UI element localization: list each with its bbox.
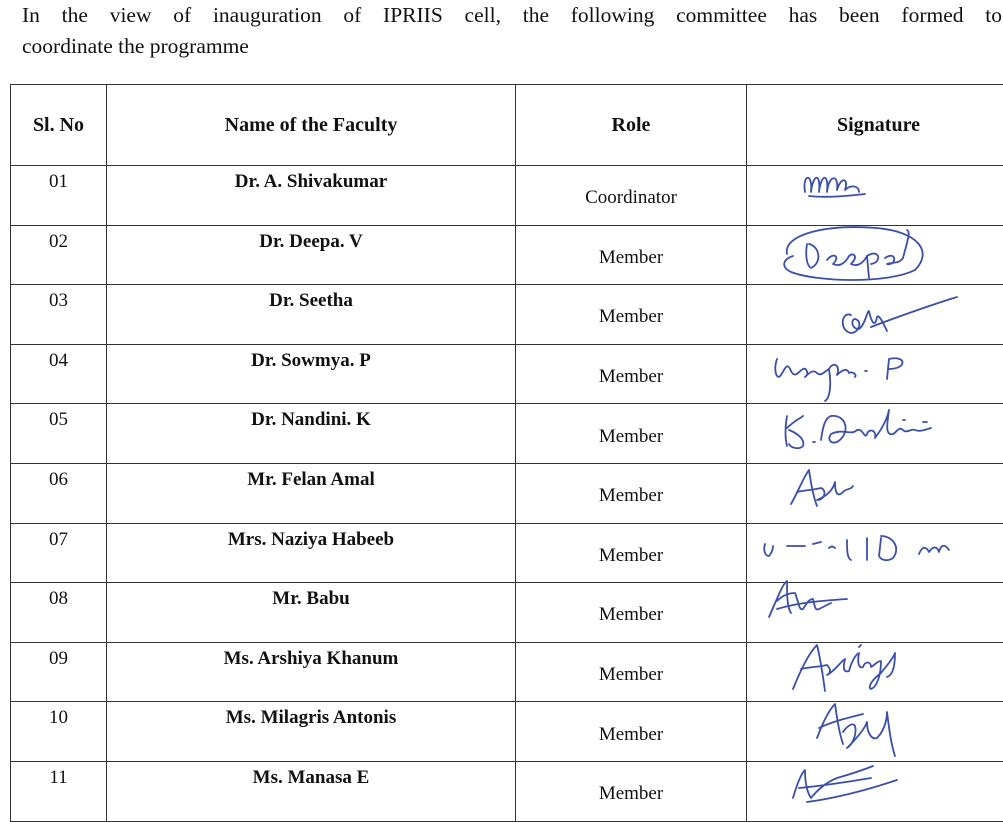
committee-table	[10, 84, 1003, 822]
table-row	[11, 761, 1003, 821]
intro-line-1: In the view of inauguration of IPRIIS cell, the following committee has been formed to	[22, 0, 1002, 31]
signature-icon	[747, 341, 1003, 401]
row-role: Member	[516, 463, 747, 523]
row-signature	[747, 285, 1003, 345]
signature-icon	[747, 460, 1003, 520]
table-row	[11, 225, 1003, 285]
table-row	[11, 344, 1003, 404]
row-faculty-name: Dr. Seetha	[107, 285, 516, 345]
row-signature	[747, 463, 1003, 523]
row-faculty-name: Dr. Deepa. V	[107, 225, 516, 285]
signature-icon	[747, 758, 1003, 818]
row-role: Member	[516, 523, 747, 583]
row-signature	[747, 642, 1003, 702]
table-row	[11, 523, 1003, 583]
row-role: Member	[516, 404, 747, 464]
table-row	[11, 166, 1003, 226]
signature-icon	[747, 281, 1003, 341]
row-faculty-name: Mrs. Naziya Habeeb	[107, 523, 516, 583]
signature-icon	[747, 162, 1003, 222]
row-slno: 05	[11, 404, 107, 464]
row-signature	[747, 225, 1003, 285]
header-name: Name of the Faculty	[107, 85, 516, 166]
row-faculty-name: Dr. A. Shivakumar	[107, 166, 516, 226]
header-signature: Signature	[747, 85, 1003, 166]
table-row	[11, 463, 1003, 523]
row-signature	[747, 166, 1003, 226]
signature-icon	[747, 222, 1003, 282]
row-role: Member	[516, 344, 747, 404]
row-slno: 02	[11, 225, 107, 285]
row-signature	[747, 761, 1003, 821]
table-header-row	[11, 85, 1003, 166]
row-faculty-name: Dr. Nandini. K	[107, 404, 516, 464]
row-role: Member	[516, 285, 747, 345]
row-slno: 11	[11, 761, 107, 821]
row-slno: 08	[11, 583, 107, 643]
row-faculty-name: Mr. Felan Amal	[107, 463, 516, 523]
table-row	[11, 642, 1003, 702]
intro-line-2: coordinate the programme	[22, 31, 1002, 62]
row-faculty-name: Ms. Arshiya Khanum	[107, 642, 516, 702]
row-role: Coordinator	[516, 166, 747, 226]
table-row	[11, 702, 1003, 762]
row-faculty-name: Mr. Babu	[107, 583, 516, 643]
row-slno: 03	[11, 285, 107, 345]
signature-icon	[747, 520, 1003, 580]
signature-icon	[747, 639, 1003, 699]
intro-paragraph	[22, 0, 1002, 62]
row-faculty-name: Ms. Milagris Antonis	[107, 702, 516, 762]
row-signature	[747, 702, 1003, 762]
table-row	[11, 583, 1003, 643]
signature-icon	[747, 698, 1003, 758]
row-role: Member	[516, 225, 747, 285]
signature-icon	[747, 579, 1003, 639]
row-signature	[747, 523, 1003, 583]
row-slno: 01	[11, 166, 107, 226]
row-slno: 06	[11, 463, 107, 523]
row-role: Member	[516, 702, 747, 762]
row-slno: 04	[11, 344, 107, 404]
row-faculty-name: Dr. Sowmya. P	[107, 344, 516, 404]
row-slno: 07	[11, 523, 107, 583]
row-signature	[747, 404, 1003, 464]
row-slno: 09	[11, 642, 107, 702]
signature-icon	[747, 400, 1003, 460]
header-role: Role	[516, 85, 747, 166]
table-row	[11, 285, 1003, 345]
table-row	[11, 404, 1003, 464]
row-signature	[747, 583, 1003, 643]
row-role: Member	[516, 642, 747, 702]
row-signature	[747, 344, 1003, 404]
row-slno: 10	[11, 702, 107, 762]
row-faculty-name: Ms. Manasa E	[107, 761, 516, 821]
row-role: Member	[516, 761, 747, 821]
header-slno: Sl. No	[11, 85, 107, 166]
row-role: Member	[516, 583, 747, 643]
